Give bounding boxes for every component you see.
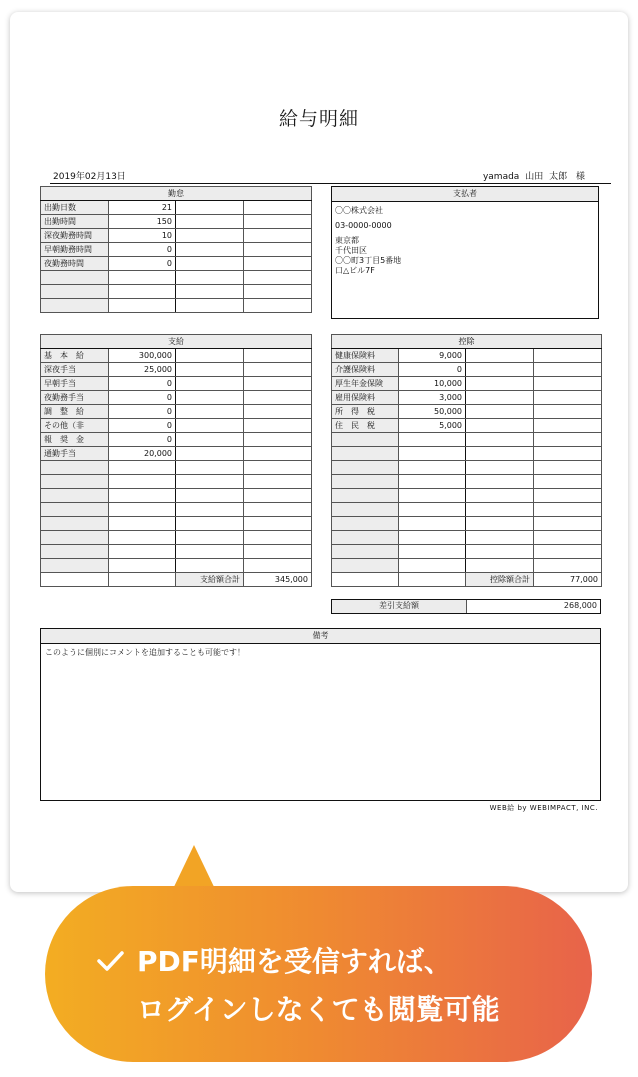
payer-box <box>331 186 599 319</box>
payments-item-label <box>41 531 109 545</box>
payments-row <box>41 461 312 475</box>
payments-total-label: 支給額合計 <box>176 573 244 587</box>
deductions-item-value <box>399 503 466 517</box>
payments-empty-cell <box>244 503 312 517</box>
deductions-row <box>332 531 602 545</box>
attendance-empty-cell <box>176 201 244 215</box>
attendance-item-value <box>109 285 176 299</box>
deductions-item-value: 50,000 <box>399 405 466 419</box>
deductions-table <box>331 334 602 587</box>
payer-address-line: 千代田区 <box>335 246 367 255</box>
remarks-box <box>40 628 601 801</box>
deductions-empty-cell <box>534 461 602 475</box>
payments-row <box>41 531 312 545</box>
attendance-empty-cell <box>176 271 244 285</box>
deductions-empty-cell <box>466 517 534 531</box>
attendance-item-value: 0 <box>109 257 176 271</box>
attendance-empty-cell <box>244 299 312 313</box>
document-title: 給与明細 <box>278 108 359 130</box>
deductions-empty-cell <box>534 475 602 489</box>
deductions-item-label <box>332 531 399 545</box>
deductions-empty-cell <box>466 419 534 433</box>
payments-empty-cell <box>176 517 244 531</box>
recipient-family-name: 山田 <box>525 172 544 182</box>
issue-date: 2019年02月13日 <box>53 172 126 182</box>
deductions-item-label <box>332 461 399 475</box>
deductions-empty-cell <box>534 531 602 545</box>
payments-row <box>41 405 312 419</box>
deductions-item-value <box>399 447 466 461</box>
callout-line-2: ログインしなくても閲覧可能 <box>137 993 500 1026</box>
attendance-item-label <box>41 299 109 313</box>
attendance-row <box>41 243 312 257</box>
attendance-empty-cell <box>244 229 312 243</box>
payments-item-value: 25,000 <box>109 363 176 377</box>
payments-item-value <box>109 531 176 545</box>
deductions-empty-cell <box>534 391 602 405</box>
payments-empty-cell <box>176 545 244 559</box>
payments-table <box>40 334 312 587</box>
deductions-row <box>332 517 602 531</box>
payments-total-value: 345,000 <box>244 573 312 587</box>
payments-item-value: 0 <box>109 433 176 447</box>
payments-empty-cell <box>176 349 244 363</box>
deductions-empty-cell <box>534 405 602 419</box>
deductions-item-value <box>399 545 466 559</box>
deductions-empty-cell <box>534 489 602 503</box>
payments-empty-cell <box>244 377 312 391</box>
deductions-empty-cell <box>466 447 534 461</box>
payments-empty-cell <box>176 461 244 475</box>
deductions-empty-cell <box>534 377 602 391</box>
deductions-row <box>332 503 602 517</box>
deductions-item-value: 0 <box>399 363 466 377</box>
payments-item-label: その他（非 <box>41 419 109 433</box>
deductions-item-value <box>399 475 466 489</box>
payments-row <box>41 517 312 531</box>
deductions-item-label: 住 民 税 <box>332 419 399 433</box>
payments-item-label <box>41 545 109 559</box>
payments-item-label: 通勤手当 <box>41 447 109 461</box>
recipient-name <box>480 169 585 182</box>
payments-empty-cell <box>176 363 244 377</box>
deductions-item-label <box>332 503 399 517</box>
attendance-item-label: 早朝勤務時間 <box>41 243 109 257</box>
deductions-row <box>332 405 602 419</box>
payer-company: 〇〇株式会社 <box>335 206 383 215</box>
payments-item-label: 夜勤務手当 <box>41 391 109 405</box>
payments-empty-cell <box>176 503 244 517</box>
attendance-item-value: 0 <box>109 243 176 257</box>
deductions-item-label <box>332 433 399 447</box>
deductions-empty-cell <box>466 503 534 517</box>
deductions-empty-cell <box>534 447 602 461</box>
deductions-item-label <box>332 475 399 489</box>
payments-row <box>41 349 312 363</box>
net-pay-box <box>331 599 601 614</box>
payments-empty-cell <box>244 391 312 405</box>
payments-row <box>41 559 312 573</box>
deductions-row <box>332 363 602 377</box>
attendance-item-value <box>109 299 176 313</box>
deductions-item-value <box>399 559 466 573</box>
deductions-item-label <box>332 489 399 503</box>
payments-item-value <box>109 503 176 517</box>
attendance-empty-cell <box>176 215 244 229</box>
payments-item-label <box>41 475 109 489</box>
deductions-empty-cell <box>466 461 534 475</box>
payments-empty-cell <box>176 405 244 419</box>
payments-item-label <box>41 559 109 573</box>
attendance-row <box>41 215 312 229</box>
attendance-empty-cell <box>244 271 312 285</box>
attendance-item-label: 夜勤務時間 <box>41 257 109 271</box>
callout-tail <box>172 845 216 891</box>
attendance-item-value: 10 <box>109 229 176 243</box>
payments-row <box>41 489 312 503</box>
deductions-item-value: 10,000 <box>399 377 466 391</box>
deductions-empty-cell <box>466 489 534 503</box>
deductions-empty-cell <box>534 503 602 517</box>
attendance-row <box>41 271 312 285</box>
deductions-row <box>332 489 602 503</box>
deductions-empty-cell <box>534 517 602 531</box>
attendance-item-label: 出勤日数 <box>41 201 109 215</box>
deductions-row <box>332 419 602 433</box>
deductions-item-value <box>399 461 466 475</box>
payments-item-value <box>109 461 176 475</box>
payments-empty-cell <box>176 489 244 503</box>
deductions-item-value <box>399 517 466 531</box>
deductions-row <box>332 447 602 461</box>
deductions-item-value <box>399 433 466 447</box>
deductions-item-label <box>332 517 399 531</box>
attendance-item-label <box>41 285 109 299</box>
deductions-empty-cell <box>466 363 534 377</box>
deductions-item-label <box>332 559 399 573</box>
deductions-row <box>332 559 602 573</box>
payments-item-value: 300,000 <box>109 349 176 363</box>
attendance-header: 勤怠 <box>41 187 312 201</box>
payments-header: 支給 <box>41 335 312 349</box>
attendance-empty-cell <box>244 243 312 257</box>
payments-empty-cell <box>176 419 244 433</box>
payer-address-line: 〇〇町3丁目5番地 <box>335 256 402 265</box>
attendance-empty-cell <box>244 201 312 215</box>
payments-empty-cell <box>176 391 244 405</box>
payments-row <box>41 419 312 433</box>
attendance-empty-cell <box>176 243 244 257</box>
payments-item-value <box>109 489 176 503</box>
payments-item-label: 深夜手当 <box>41 363 109 377</box>
payments-empty-cell <box>176 433 244 447</box>
deductions-row <box>332 391 602 405</box>
attendance-empty-cell <box>176 229 244 243</box>
attendance-item-label: 出勤時間 <box>41 215 109 229</box>
deductions-empty-cell <box>534 545 602 559</box>
payments-empty-cell <box>244 363 312 377</box>
payments-empty-cell <box>244 405 312 419</box>
deductions-empty-cell <box>534 419 602 433</box>
deductions-empty-cell <box>466 559 534 573</box>
deductions-total-value: 77,000 <box>534 573 602 587</box>
attendance-item-label: 深夜勤務時間 <box>41 229 109 243</box>
payer-phone: 03-0000-0000 <box>335 221 392 230</box>
callout-bubble <box>45 886 592 1062</box>
payments-empty-cell <box>244 447 312 461</box>
payments-empty-cell <box>176 531 244 545</box>
deductions-empty-cell <box>534 559 602 573</box>
payments-empty-cell <box>244 475 312 489</box>
payments-row <box>41 545 312 559</box>
payments-empty-cell <box>176 447 244 461</box>
deductions-header: 控除 <box>332 335 602 349</box>
payments-empty-cell <box>176 559 244 573</box>
payments-empty-cell <box>244 545 312 559</box>
payments-row <box>41 377 312 391</box>
deductions-item-label <box>332 447 399 461</box>
payments-item-value <box>109 475 176 489</box>
attendance-item-value: 21 <box>109 201 176 215</box>
credit-line: WEB給 by WEBIMPACT, INC. <box>489 804 598 812</box>
deductions-empty-cell <box>466 545 534 559</box>
deductions-total-label: 控除額合計 <box>466 573 534 587</box>
payments-item-label <box>41 517 109 531</box>
payments-empty-cell <box>244 559 312 573</box>
payer-header: 支払者 <box>332 187 598 202</box>
deductions-empty-cell <box>466 391 534 405</box>
attendance-row <box>41 201 312 215</box>
payments-item-value: 20,000 <box>109 447 176 461</box>
payments-item-label: 早朝手当 <box>41 377 109 391</box>
deductions-empty-cell <box>466 531 534 545</box>
attendance-empty-cell <box>176 299 244 313</box>
deductions-empty-cell <box>466 349 534 363</box>
payments-row <box>41 363 312 377</box>
attendance-empty-cell <box>244 215 312 229</box>
payments-item-label <box>41 503 109 517</box>
deductions-empty-cell <box>466 433 534 447</box>
attendance-empty-cell <box>176 285 244 299</box>
recipient-user: yamada <box>482 172 520 182</box>
payments-empty-cell <box>244 517 312 531</box>
deductions-empty-cell <box>466 475 534 489</box>
payments-row <box>41 503 312 517</box>
payments-empty-cell <box>244 531 312 545</box>
attendance-row <box>41 299 312 313</box>
remarks-text: このように個別にコメントを追加することも可能です！ <box>45 648 245 657</box>
payments-item-value: 0 <box>109 419 176 433</box>
payments-item-value: 0 <box>109 405 176 419</box>
attendance-item-label <box>41 271 109 285</box>
deductions-row <box>332 349 602 363</box>
payments-item-label <box>41 461 109 475</box>
check-icon <box>95 946 125 976</box>
attendance-empty-cell <box>244 257 312 271</box>
payments-item-label: 報 奨 金 <box>41 433 109 447</box>
deductions-item-label <box>332 545 399 559</box>
payments-item-label <box>41 489 109 503</box>
payments-empty-cell <box>244 419 312 433</box>
payments-item-label: 基 本 給 <box>41 349 109 363</box>
payments-item-value <box>109 545 176 559</box>
payer-address-line: 東京都 <box>335 236 359 245</box>
payments-item-value <box>109 559 176 573</box>
deductions-item-label: 雇用保険料 <box>332 391 399 405</box>
payments-empty-cell <box>244 461 312 475</box>
payments-item-value: 0 <box>109 377 176 391</box>
payments-item-value: 0 <box>109 391 176 405</box>
payments-row <box>41 447 312 461</box>
deductions-item-value <box>399 489 466 503</box>
attendance-row <box>41 285 312 299</box>
payments-empty-cell <box>244 433 312 447</box>
attendance-table <box>40 186 312 313</box>
deductions-empty-cell <box>534 363 602 377</box>
payments-empty-cell <box>176 475 244 489</box>
payments-empty-cell <box>244 349 312 363</box>
deductions-empty-cell <box>534 433 602 447</box>
deductions-row <box>332 545 602 559</box>
deductions-row <box>332 377 602 391</box>
deductions-item-value: 3,000 <box>399 391 466 405</box>
attendance-row <box>41 229 312 243</box>
deductions-item-value: 5,000 <box>399 419 466 433</box>
payments-item-value <box>109 517 176 531</box>
net-pay-label: 差引支給額 <box>332 600 467 613</box>
deductions-item-label: 所 得 税 <box>332 405 399 419</box>
deductions-item-label: 健康保険料 <box>332 349 399 363</box>
recipient-given-name: 太郎 <box>549 172 568 182</box>
payments-item-label: 調 整 給 <box>41 405 109 419</box>
recipient-honorific: 様 <box>575 172 585 182</box>
deductions-row <box>332 461 602 475</box>
payments-row <box>41 475 312 489</box>
payments-empty-cell <box>176 377 244 391</box>
header-rule <box>50 183 611 184</box>
deductions-item-value: 9,000 <box>399 349 466 363</box>
payments-row <box>41 391 312 405</box>
callout-line-1: PDF明細を受信すれば、 <box>137 945 452 978</box>
attendance-empty-cell <box>176 257 244 271</box>
deductions-empty-cell <box>466 377 534 391</box>
payments-row <box>41 433 312 447</box>
attendance-empty-cell <box>244 285 312 299</box>
deductions-row <box>332 433 602 447</box>
payer-address-line: 口△ビル7F <box>335 266 375 275</box>
remarks-header: 備考 <box>41 629 600 644</box>
deductions-item-label: 介護保険料 <box>332 363 399 377</box>
payments-empty-cell <box>244 489 312 503</box>
deductions-empty-cell <box>466 405 534 419</box>
attendance-item-value: 150 <box>109 215 176 229</box>
deductions-item-label: 厚生年金保険 <box>332 377 399 391</box>
deductions-row <box>332 475 602 489</box>
net-pay-value: 268,000 <box>563 601 597 610</box>
deductions-empty-cell <box>534 349 602 363</box>
deductions-item-value <box>399 531 466 545</box>
attendance-item-value <box>109 271 176 285</box>
attendance-row <box>41 257 312 271</box>
